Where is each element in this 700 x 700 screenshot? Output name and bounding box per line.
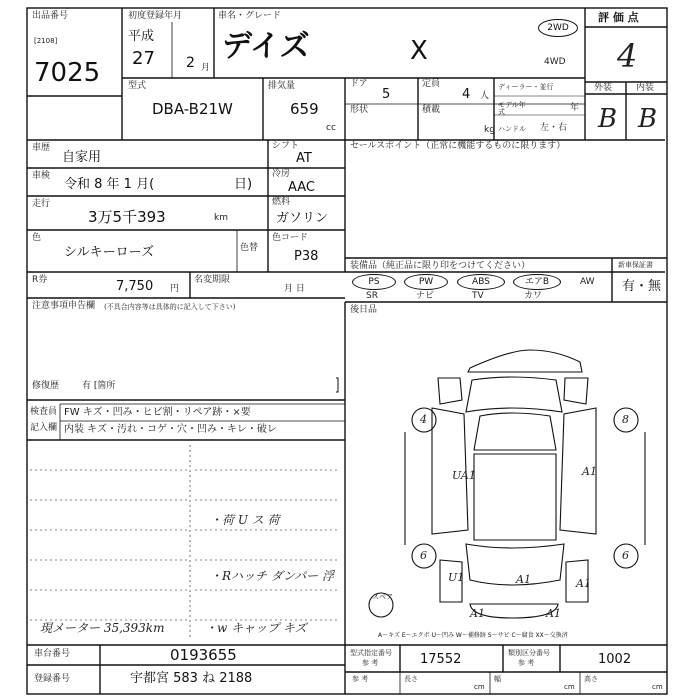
drive-2wd-circled: 2WD xyxy=(538,19,578,37)
type-approval-value: 17552 xyxy=(420,652,462,667)
equipment-leather: カワ xyxy=(524,291,543,301)
car-outline-diagram xyxy=(369,350,645,618)
rating-label: 評 価 点 xyxy=(598,11,639,24)
hand-note-2: ・Rハッチ ダンパー 浮 xyxy=(210,569,334,583)
mileage-value: 3万5千393 xyxy=(88,208,166,226)
rating-value: 4 xyxy=(617,37,638,75)
fuel-value: ガソリン xyxy=(276,211,329,226)
hand-note-4: ・w キャップ キズ xyxy=(205,621,307,635)
grade-value: X xyxy=(410,36,428,66)
inspector-label-2: 記入欄 xyxy=(30,423,58,433)
width-unit: cm xyxy=(564,683,575,691)
interior-label: 内装 xyxy=(636,83,655,93)
dealer-label: ディーラー・並行 xyxy=(498,83,554,91)
equipment-ps-circled: PS xyxy=(352,274,396,290)
notice-label: 注意事項申告欄 xyxy=(32,301,96,311)
diagram-mark-rear-bumper-left: A1 xyxy=(470,607,485,620)
height-unit: cm xyxy=(652,683,663,691)
month-value: 2 xyxy=(186,55,195,71)
model-year-label: モデル年式 xyxy=(498,101,526,116)
capacity-label: 定員 xyxy=(422,79,441,89)
history-value: 自家用 xyxy=(62,150,102,165)
inspection-value: 令和 8 年 1 月( xyxy=(64,177,155,192)
month-unit: 月 xyxy=(201,63,211,73)
inspection-line-1: FW キズ・凹み・ヒビ割・リペア跡・×要 xyxy=(64,407,251,418)
diagram-mark-left-door: UA1 xyxy=(452,469,476,482)
exterior-label: 外装 xyxy=(594,83,613,93)
shift-value: AT xyxy=(296,151,312,166)
inspection-label: 車検 xyxy=(32,171,51,181)
shape-label: 形状 xyxy=(350,105,369,115)
hand-note-1: ・荷 U ス 荷 xyxy=(210,513,280,527)
name-change-label: 名変期限 xyxy=(194,275,231,285)
history-label: 車歴 xyxy=(32,143,51,153)
exterior-value: B xyxy=(598,104,618,134)
length-label: 長さ xyxy=(404,675,418,683)
hand-note-3: 現メーター 35,393km xyxy=(40,621,165,635)
equipment-airbag-circled: エアB xyxy=(513,274,561,290)
model-year-unit: 年 xyxy=(570,103,580,113)
doors-label: ドア xyxy=(350,79,368,89)
chassis-value: 0193655 xyxy=(170,646,237,664)
diagram-mark-rear-left-wheel: 6 xyxy=(420,549,427,562)
model-label: 型式 xyxy=(128,81,147,91)
handle-value: 左・右 xyxy=(540,123,568,133)
chassis-label: 車台番号 xyxy=(34,649,71,659)
class-ref: 参 考 xyxy=(518,659,535,667)
recycle-unit: 円 xyxy=(170,284,180,294)
repair-value: 有 [箇所 xyxy=(82,381,116,391)
class-value: 1002 xyxy=(598,652,632,667)
length-unit: cm xyxy=(474,683,485,691)
registration-label: 登録番号 xyxy=(34,674,71,684)
color-value: シルキーローズ xyxy=(64,245,155,260)
era-value: 平成 xyxy=(128,29,155,44)
inspection-line-2: 内装 キズ・汚れ・コゲ・穴・凹み・キレ・破レ xyxy=(64,424,277,435)
mileage-unit: km xyxy=(214,213,228,223)
equipment-navi: ナビ xyxy=(416,291,435,301)
equipment-sr: SR xyxy=(366,291,378,301)
equipment-tv: TV xyxy=(472,291,484,301)
diagram-mark-rear-right-wheel: 6 xyxy=(622,549,629,562)
inspection-day: 日) xyxy=(234,177,253,192)
diagram-mark-right-rear: A1 xyxy=(576,577,591,590)
car-name-value: デイズ xyxy=(222,29,310,64)
diagram-mark-front-left-wheel: 4 xyxy=(420,413,427,426)
repair-label: 修復歴 xyxy=(32,381,60,391)
new-car-warranty-value: 有・無 xyxy=(622,279,662,294)
type-approval-label: 型式指定番号 xyxy=(350,649,392,657)
damage-legend: A～キズ E～エクボ U～凹み W～補修跡 S～サビ C～腐食 XX～交換済 xyxy=(378,632,568,639)
diagram-mark-left-rear: U1 xyxy=(448,571,465,584)
recycle-value: 7,750 xyxy=(116,279,154,294)
height-label: 高さ xyxy=(584,675,598,683)
equipment-aw: AW xyxy=(580,277,595,287)
first-registration-label: 初度登録年月 xyxy=(128,11,183,21)
capacity-value: 4 xyxy=(462,87,471,102)
color-label: 色 xyxy=(32,233,42,243)
notice-sub-label: (不具合内容等は具体的に記入して下さい) xyxy=(104,303,236,311)
diagram-mark-rear-bumper-right: A1 xyxy=(546,607,561,620)
lot-number-label: 出品番号 xyxy=(32,11,69,21)
capacity-unit: 人 xyxy=(480,91,490,101)
sales-point-label: セールスポイント（正常に機能するものに限ります） xyxy=(350,141,566,151)
registration-value: 宇都宮 583 ね 2188 xyxy=(130,671,253,686)
ref-label: 参 考 xyxy=(352,675,369,683)
handle-label: ハンドル xyxy=(498,125,526,133)
equipment-label: 装備品（純正品に限り印をつけてください） xyxy=(350,261,531,271)
color-code-value: P38 xyxy=(294,249,319,264)
ac-value: AAC xyxy=(288,180,315,195)
inspector-label: 検査員 xyxy=(30,407,58,417)
load-unit: kg xyxy=(484,125,495,135)
ac-label: 冷房 xyxy=(272,169,291,179)
color-code-label: 色コード xyxy=(272,233,309,243)
equipment-abs-circled: ABS xyxy=(457,274,505,290)
type-approval-ref: 参 考 xyxy=(362,659,379,667)
lot-code: [2108] xyxy=(34,37,58,45)
lot-number-value: 7025 xyxy=(34,58,101,88)
displacement-value: 659 xyxy=(290,100,319,118)
car-name-label: 車名・グレード xyxy=(218,11,282,21)
shift-label: シフト xyxy=(272,141,300,151)
mileage-label: 走行 xyxy=(32,199,51,209)
rear-seat-label: 後日品 xyxy=(350,305,378,315)
color-change-label: 色替 xyxy=(240,243,259,253)
drive-4wd: 4WD xyxy=(544,57,566,67)
interior-value: B xyxy=(638,104,658,134)
fuel-label: 燃料 xyxy=(272,197,291,207)
doors-value: 5 xyxy=(382,87,391,102)
load-label: 積載 xyxy=(422,105,441,115)
displacement-label: 排気量 xyxy=(268,81,296,91)
year-value: 27 xyxy=(132,48,155,69)
diagram-mark-front-right-wheel: 8 xyxy=(622,413,629,426)
recycle-label: R券 xyxy=(32,275,48,285)
spare-tire-label: スペア xyxy=(372,593,393,601)
diagram-mark-right-door: A1 xyxy=(582,465,597,478)
width-label: 幅 xyxy=(494,675,501,683)
name-change-value: 月 日 xyxy=(284,284,305,294)
model-value: DBA-B21W xyxy=(152,100,233,118)
equipment-pw-circled: PW xyxy=(404,274,448,290)
new-car-warranty-label: 新車保証書 xyxy=(618,261,653,269)
diagram-mark-rear-gate: A1 xyxy=(516,573,531,586)
class-label: 類別区分番号 xyxy=(508,649,550,657)
displacement-unit: cc xyxy=(326,123,336,133)
